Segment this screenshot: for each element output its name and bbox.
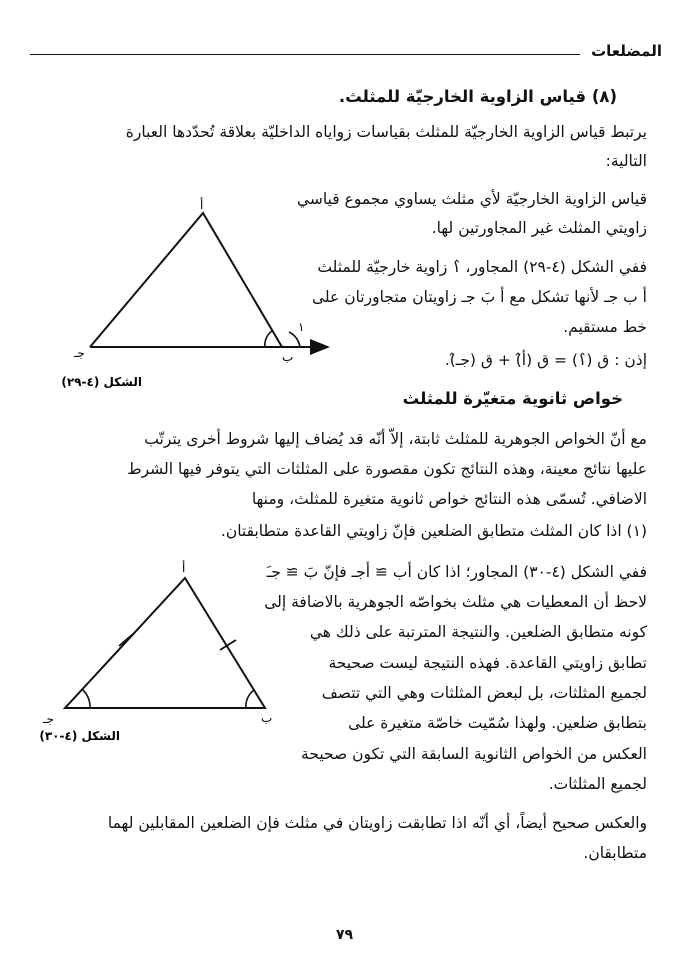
page-number: ٧٩ <box>335 927 354 943</box>
intro-line-1: يرتبط قياس الزاوية الخارجيّة للمثلث بقياسات زواياه الداخليّة بعلاقة تُحدّدها العبارة <box>125 123 647 141</box>
base-angle-arc-b <box>246 690 254 708</box>
figure-4-30 <box>35 560 285 750</box>
figure-4-29 <box>60 195 350 395</box>
vertex-label-a-30: أ <box>182 561 186 575</box>
triangle-30 <box>65 578 265 708</box>
statement-line-1: قياس الزاوية الخارجيّة لأي مثلث يساوي مجموع قياسي <box>296 190 647 208</box>
secondary-para-line-2: عليها نتائج معينة، وهذه النتائج تكون مقصورة على المثلثات التي يتوفر فيها الشرط <box>127 460 647 478</box>
example-line-2: أ ب جـ لأنها تشكل مع أ بَ جـ زاويتان متجاورتان على <box>311 288 647 306</box>
section-heading: (٨) قياس الزاوية الخارجيّة للمثلث. <box>338 87 617 106</box>
example2-line-4: تطابق زاويتي القاعدة. فهذه النتيجة ليست صحيحة <box>328 654 647 672</box>
intro-line-2: التالية: <box>605 152 647 170</box>
exterior-angle-arc <box>289 332 300 347</box>
converse-line-1: والعكس صحيح أيضاً، أي أنّه اذا تطابقت زاويتان في مثلث فإن الضلعين المقابلين لهما <box>107 814 647 832</box>
page-header <box>30 42 662 62</box>
exterior-angle-label: ١ <box>298 320 305 334</box>
vertex-label-b-30: ب <box>261 711 273 725</box>
statement-line-2: زاويتي المثلث غير المجاورتين لها. <box>431 219 647 237</box>
header-rule <box>30 54 580 55</box>
example2-line-3: كونه متطابق الضلعين. والنتيجة المترتبة على ذلك هي <box>309 623 647 641</box>
tick-mark-left <box>119 634 133 646</box>
triangle-29 <box>90 213 282 347</box>
header-title: المضلعات <box>591 42 662 60</box>
example2-line-8: لجميع المثلثات. <box>548 775 647 793</box>
vertex-label-c-30: جـ <box>43 712 54 726</box>
example2-line-5: لجميع المثلثات، بل لبعض المثلثات وهي التي تتصف <box>321 684 647 702</box>
figure-30-caption: الشكل (٤-٣٠) <box>39 729 120 743</box>
equation-line: إذن : ق (١̂) = ق (أ̂) + ق (جـ̂). <box>444 351 647 369</box>
example-line-3: خط مستقيم. <box>563 318 647 336</box>
interior-angle-arc <box>265 331 272 347</box>
secondary-item-1: (١) اذا كان المثلث متطابق الضلعين فإنّ زاويتي القاعدة متطابقتان. <box>220 522 647 540</box>
base-angle-arc-c <box>82 689 90 708</box>
vertex-label-b: ب <box>282 350 294 364</box>
secondary-para-line-3: الاضافي. تُسمّى هذه النتائج خواص ثانوية متغيرة للمثلث، ومنها <box>251 490 647 508</box>
secondary-para-line-1: مع أنّ الخواص الجوهرية للمثلث ثابتة، إلاّ أنّه قد يُضاف إليها شروط أخرى يترتّب <box>144 430 647 448</box>
example2-line-2: لاحظ أن المعطيات هي مثلث بخواصّه الجوهرية بالاضافة إلى <box>264 593 647 611</box>
example2-line-1: ففي الشكل (٤-٣٠) المجاور؛ اذا كان أب ≅ أجـ فإنّ بَ ≅ جـَ <box>266 563 647 581</box>
vertex-label-c: جـ <box>74 346 85 360</box>
example-line-1: ففي الشكل (٤-٢٩) المجاور، ١̂ زاوية خارجيّة للمثلث <box>317 258 647 276</box>
example2-line-6: بتطابق ضلعين. ولهذا سُمّيت خاصّة متغيرة على <box>348 714 647 732</box>
secondary-heading: خواص ثانوية متغيّرة للمثلث <box>402 389 623 408</box>
converse-line-2: متطابقان. <box>583 844 647 862</box>
figure-29-caption: الشكل (٤-٢٩) <box>61 375 142 389</box>
example2-line-7: العكس من الخواص الثانوية السابقة التي تكون صحيحة <box>301 745 647 763</box>
vertex-label-a: أ <box>200 198 204 212</box>
